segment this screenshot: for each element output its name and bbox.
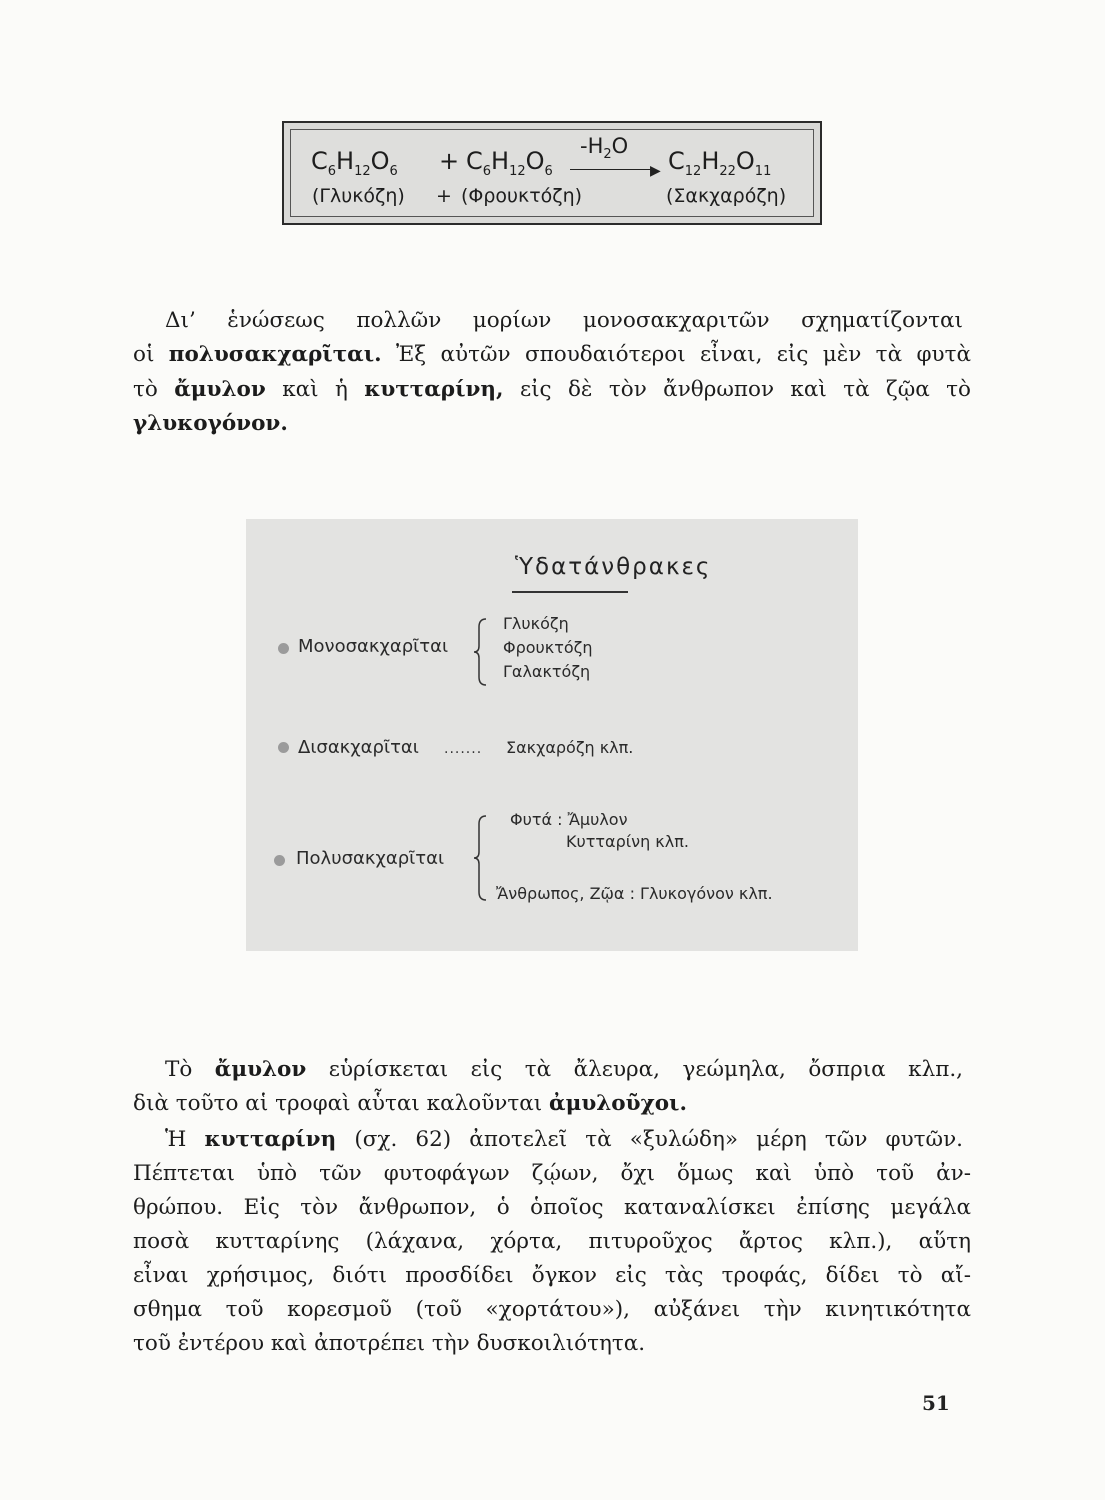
bullet-di [278,742,289,753]
glucose-name: (Γλυκόζη) [312,185,405,207]
reaction-arrow-head: ▶ [650,163,661,179]
para2-line6: ποσὰ κυτταρίνης (λάχανα, χόρτα, πιτυροῦχος ἄρτος κλπ.), αὕτη [133,1229,971,1254]
term-starch: ἄμυλον [174,377,266,402]
mono-item-glucose: Γλυκόζη [503,614,569,633]
term-glycogen: γλυκογόνον. [133,411,288,436]
para2-line9: τοῦ ἐντέρου καὶ ἀποτρέπει τὴν δυσκοιλιότητα. [133,1331,646,1356]
para2-line1: Τὸ ἄμυλον εὑρίσκεται εἰς τὰ ἄλευρα, γεώμηλα, ὄσπρια κλπ., [165,1057,964,1082]
equation-plus: + [439,147,460,175]
disaccharides-label: Δισακχαρῖται [298,737,419,758]
term-starch-2: ἄμυλον [214,1057,307,1082]
bullet-poly [274,855,285,866]
term-polysaccharides: πολυσακχαρῖται. [168,342,382,367]
para2-line8: σθημα τοῦ κορεσμοῦ (τοῦ «χορτάτου»), αὐξάνει τὴν κινητικότητα [133,1297,971,1322]
para2-line2: διὰ τοῦτο αἱ τροφαὶ αὗται καλοῦνται ἀμυλοῦχοι. [133,1091,687,1116]
para2-line7: εἶναι χρήσιμος, διότι προσδίδει ὄγκον εἰς τὰς τροφάς, δίδει τὸ αἴ- [133,1263,971,1288]
sucrose-formula: $C_{12}H_{22}O_{11}$ [668,147,772,179]
para1-line4 [133,411,971,436]
dotted-leader: ······· [444,745,483,761]
term-starchy: ἀμυλοῦχοι. [549,1091,687,1116]
glucose-formula: $C_6H_{12}O_6$ [311,147,398,179]
para1-line2: οἱ πολυσακχαρῖται. Ἐξ αὐτῶν σπουδαιότεροι εἶναι, εἰς μὲν τὰ φυτὰ [133,342,971,367]
para2-line5: θρώπου. Εἰς τὸν ἄνθρωπον, ὁ ὁποῖος καταναλίσκει ἐπίσης μεγάλα [133,1195,971,1220]
mono-item-fructose: Φρουκτόζη [503,638,593,657]
para1-line3: τὸ ἄμυλον καὶ ἡ κυτταρίνη, εἰς δὲ τὸν ἄνθρωπον καὶ τὰ ζῷα τὸ [133,377,971,402]
term-cellulose-2: κυτταρίνη [204,1127,337,1152]
monosaccharides-label: Μονοσακχαρῖται [298,636,449,657]
para1-line1: Δι’ ἑνώσεως πολλῶν μορίων μονοσακχαριτῶν σχηματίζονται [165,308,963,333]
poly-plants-starch: Φυτά : Ἄμυλον [510,810,628,829]
brace-mono [472,617,490,687]
polysaccharides-label: Πολυσακχαρῖται [296,848,445,869]
sucrose-name: (Σακχαρόζη) [666,185,787,207]
reaction-arrow [570,169,654,170]
mono-item-galactose: Γαλακτόζη [503,662,591,681]
diagram-title: Ὑδατάνθρακες [515,554,712,580]
para2-line3: Ἡ κυτταρίνη (σχ. 62) ἀποτελεῖ τὰ «ξυλώδη» μέρη τῶν φυτῶν. [165,1127,963,1152]
arrow-label-water: $-H_2O$ [580,134,629,163]
page-number: 51 [922,1391,950,1415]
bullet-mono [278,643,289,654]
para2-line4: Πέπτεται ὑπὸ τῶν φυτοφάγων ζῴων, ὄχι ὅμως καὶ ὑπὸ τοῦ ἀν- [133,1161,971,1186]
di-item-sucrose: Σακχαρόζη κλπ. [506,738,634,757]
poly-animals-glycogen: Ἄνθρωπος, Ζῷα : Γλυκογόνον κλπ. [496,884,773,903]
names-plus: + [436,185,452,207]
fructose-name: (Φρουκτόζη) [461,185,583,207]
poly-plants-cellulose: Κυτταρίνη κλπ. [566,832,689,851]
diagram-title-underline [512,591,628,593]
brace-poly [472,814,490,902]
term-cellulose: κυτταρίνη, [364,377,504,402]
fructose-formula: $C_6H_{12}O_6$ [466,147,553,179]
